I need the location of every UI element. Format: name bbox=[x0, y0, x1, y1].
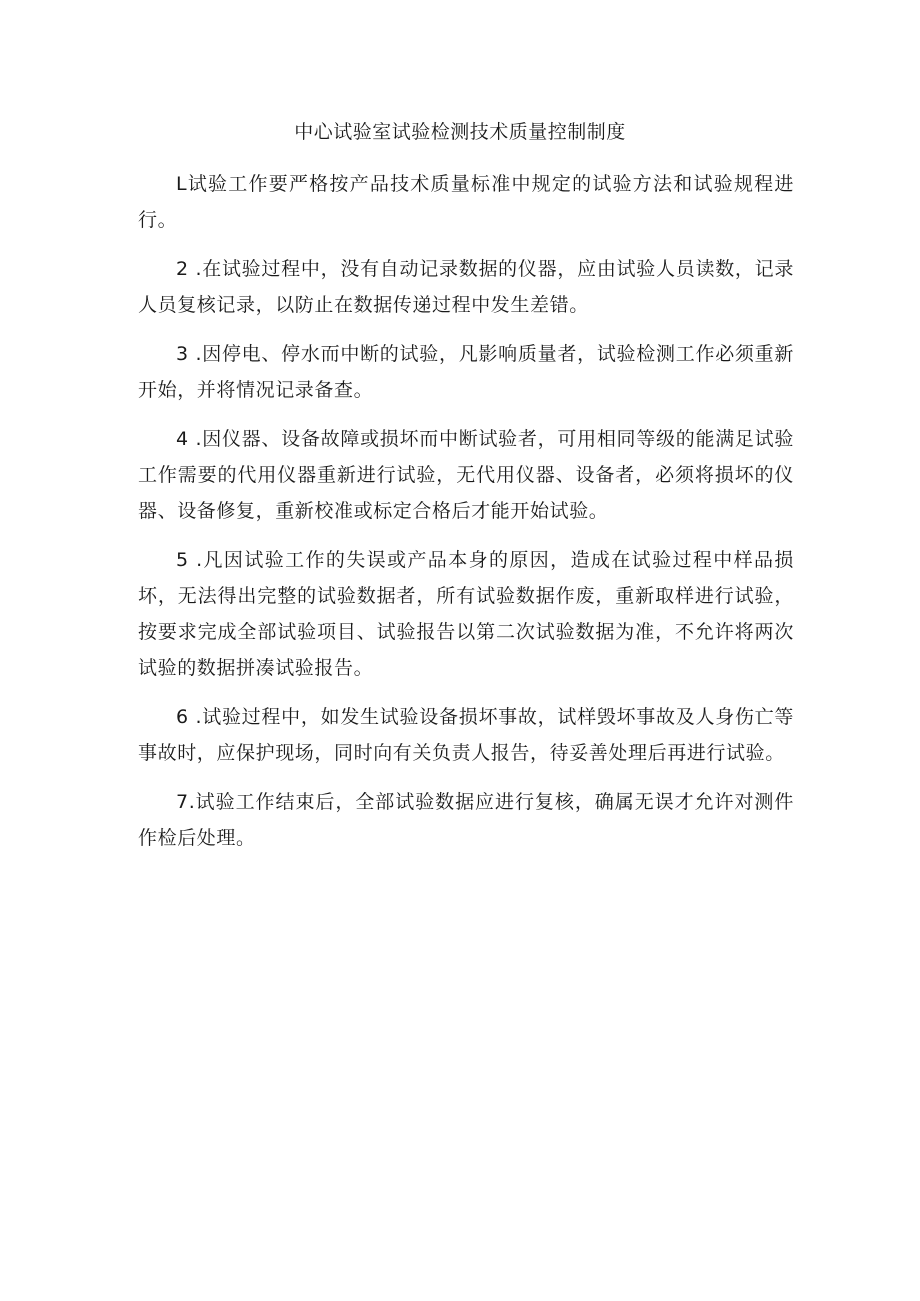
paragraph-7: 7.试验工作结束后，全部试验数据应进行复核，确属无误才允许对测件作检后处理。 bbox=[138, 791, 794, 849]
document-title: 中心试验室试验检测技术质量控制制度 bbox=[294, 121, 626, 143]
document-body bbox=[138, 166, 794, 869]
paragraph-6: 6 .试验过程中，如发生试验设备损坏事故，试样毁坏事故及人身伤亡等事故时，应保护现场，同时向有关负责人报告，待妥善处理后再进行试验。 bbox=[138, 706, 794, 764]
paragraph-4: 4 .因仪器、设备故障或损坏而中断试验者，可用相同等级的能满足试验工作需要的代用仪器重新进行试验，无代用仪器、设备者，必须将损坏的仪器、设备修复，重新校准或标定合格后才能开始试验。 bbox=[138, 428, 794, 522]
paragraph-5: 5 .凡因试验工作的失误或产品本身的原因，造成在试验过程中样品损坏，无法得出完整的试验数据者，所有试验数据作废，重新取样进行试验，按要求完成全部试验项目、试验报告以第二次试验数据为准，不允许将两次试验的数据拼凑试验报告。 bbox=[138, 549, 794, 679]
paragraph-3: 3 .因停电、停水而中断的试验，凡影响质量者，试验检测工作必须重新开始，并将情况记录备查。 bbox=[138, 343, 794, 401]
paragraph-2: 2 .在试验过程中，没有自动记录数据的仪器，应由试验人员读数，记录人员复核记录，以防止在数据传递过程中发生差错。 bbox=[138, 258, 794, 316]
paragraph-1: L试验工作要严格按产品技术质量标准中规定的试验方法和试验规程进行。 bbox=[138, 173, 794, 231]
